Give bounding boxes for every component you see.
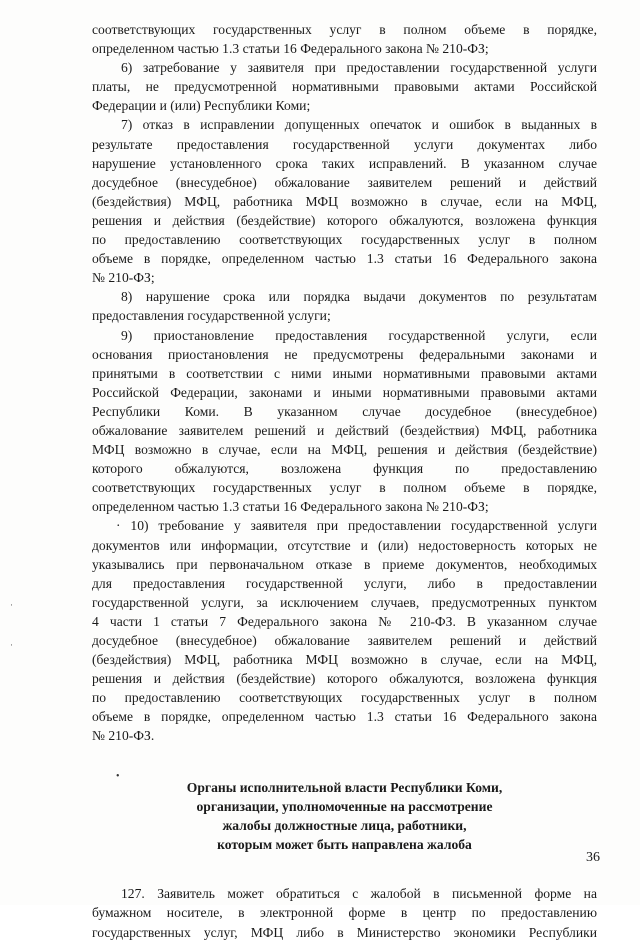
text-line: указывались при первоначальном отказе в приеме документов, необходимых	[92, 556, 597, 572]
text-line: для предоставления государственной услуги, либо в предоставлении	[92, 575, 597, 591]
text-line: государственных услуг, МФЦ либо в Министерство экономики Республики	[92, 924, 597, 940]
text-line: № 210-ФЗ;	[92, 270, 155, 286]
text-line: соответствующих государственных услуг в полном объеме в порядке,	[92, 480, 597, 496]
text-line: определенном частью 1.3 статьи 16 Федерального закона № 210-ФЗ;	[92, 499, 489, 515]
section-heading	[92, 778, 597, 855]
text-line: которого обжалуются, возложена функция по предоставлению	[92, 461, 597, 477]
heading-line: которым может быть направлена жалоба	[217, 837, 472, 853]
text-line: 6) затребование у заявителя при предоставлении государственной услуги	[121, 60, 597, 76]
text-line: 7) отказ в исправлении допущенных опечаток и ошибок в выданных в	[121, 117, 597, 133]
text-line: нарушение установленного срока таких исправлений. В указанном случае	[92, 155, 597, 171]
scan-speck: ·	[10, 640, 13, 650]
text-line: МФЦ возможно в случае, если на МФЦ, решения и действия (бездействие)	[92, 442, 597, 458]
text-line: по предоставлению соответствующих государственных услуг в полном	[92, 232, 597, 248]
text-line: обжалование заявителем решений и действий (бездействия) МФЦ, работника	[92, 422, 597, 438]
text-line: Российской Федерации, законами и иными нормативными правовыми актами	[92, 384, 597, 400]
page-number: 36	[586, 850, 600, 865]
text-line: 8) нарушение срока или порядка выдачи документов по результатам	[121, 289, 597, 305]
text-line: (бездействия) МФЦ, работника МФЦ возможно в случае, если на МФЦ,	[92, 652, 597, 668]
text-line: соответствующих государственных услуг в полном объеме в порядке,	[92, 22, 597, 37]
heading-line: организации, уполномоченные на рассмотрение	[196, 798, 493, 814]
text-line: досудебное (внесудебное) обжалование заявителем решений и действий	[92, 633, 597, 648]
text-line: государственной услуги, за исключением случаев, предусмотренных пунктом	[92, 594, 597, 610]
text-line: по предоставлению соответствующих государственных услуг в полном	[92, 690, 597, 706]
text-line: бумажном носителе, в электронной форме в центр по предоставлению	[92, 905, 597, 921]
text-line: результате предоставления государственной услуги документах либо	[92, 136, 597, 152]
text-line: Республики Коми. В указанном случае досудебное (внесудебное)	[92, 403, 597, 419]
text-line: · 10) требование у заявителя при предоставлении государственной услуги	[116, 518, 597, 534]
text-line: объеме в порядке, определенном частью 1.3 статьи 16 Федерального закона	[92, 251, 597, 267]
text-line: документов или информации, отсутствие и (или) недостоверность которых не	[92, 537, 597, 553]
text-line: досудебное (внесудебное) обжалование заявителем решений и действий	[92, 174, 597, 190]
heading-line: Органы исполнительной власти Республики Коми,	[186, 779, 503, 795]
text-line: Федерации и (или) Республики Коми;	[92, 98, 311, 114]
text-line: решения и действия (бездействие) которого обжалуются, возложена функция	[92, 212, 597, 228]
document-body	[92, 20, 597, 942]
text-line: основания приостановления не предусмотрены федеральными законами и	[92, 346, 597, 362]
text-line: платы, не предусмотренной нормативными правовыми актами Российской	[92, 79, 597, 95]
text-line: предоставления государственной услуги;	[92, 308, 331, 324]
paragraph-127	[92, 884, 597, 941]
text-line: принятыми в соответствии с ними иными нормативными правовыми актами	[92, 365, 597, 381]
text-line: 127. Заявитель может обратиться с жалобой в письменной форме на	[121, 886, 597, 902]
text-line: решения и действия (бездействие) которого обжалуются, возложена функция	[92, 671, 597, 687]
text-line: № 210-ФЗ.	[92, 728, 155, 744]
scan-speck: •	[116, 771, 120, 782]
text-line: 9) приостановление предоставления государственной услуги, если	[121, 327, 597, 343]
heading-line: жалобы должностные лица, работники,	[222, 817, 467, 833]
text-line: (бездействия) МФЦ, работника МФЦ возможно в случае, если на МФЦ,	[92, 193, 597, 209]
text-line: 4 части 1 статьи 7 Федерального закона № 210-ФЗ. В указанном случае	[92, 613, 597, 629]
scan-speck: ·	[10, 600, 13, 610]
text-line: объеме в порядке, определенном частью 1.3 статьи 16 Федерального закона	[92, 709, 597, 725]
text-line: определенном частью 1.3 статьи 16 Федерального закона № 210-ФЗ;	[92, 41, 489, 57]
